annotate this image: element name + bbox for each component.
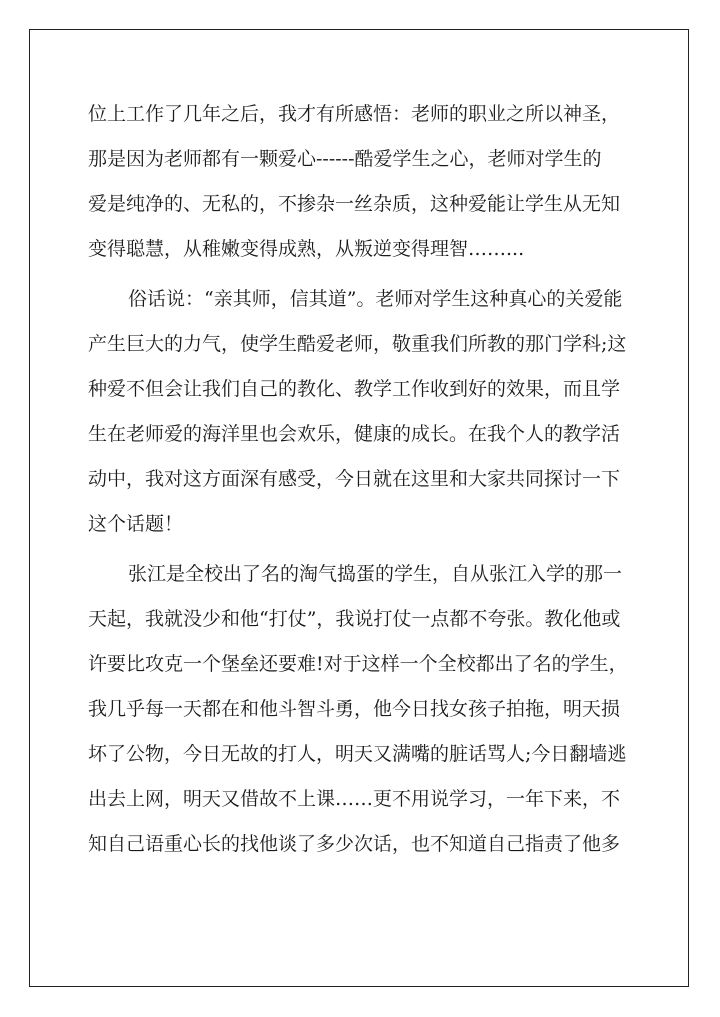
text-line: 那是因为老师都有一颗爱心------酷爱学生之心，老师对学生的 [88, 148, 602, 170]
text-line: 种爱不但会让我们自己的教化、教学工作收到好的效果，而且学 [88, 378, 621, 400]
text-line-first: 俗话说：“亲其师，信其道”。老师对学生这种真心的关爱能 [128, 288, 623, 310]
text-line: 产生巨大的力气，使学生酷爱老师，敬重我们所教的那门学科;这 [88, 333, 627, 355]
text-line: 知自己语重心长的找他谈了多少次话，也不知道自己指责了他多 [88, 833, 621, 855]
text-line: 许要比攻克一个堡垒还要难!对于这样一个全校都出了名的学生， [88, 653, 628, 675]
text-line: 坏了公物，今日无故的打人，明天又满嘴的脏话骂人;今日翻墙逃 [88, 743, 627, 765]
text-line: 变得聪慧，从稚嫩变得成熟，从叛逆变得理智……... [88, 238, 525, 260]
text-line: 爱是纯净的、无私的，不掺杂一丝杂质，这种爱能让学生从无知 [88, 193, 621, 215]
text-line: 我几乎每一天都在和他斗智斗勇，他今日找女孩子拍拖，明天损 [88, 698, 621, 720]
text-line: 位上工作了几年之后，我才有所感悟：老师的职业之所以神圣， [88, 103, 621, 125]
document-body [88, 92, 636, 867]
text-line: 出去上网，明天又借故不上课……更不用说学习，一年下来，不 [88, 788, 621, 810]
text-line: 动中，我对这方面深有感受，今日就在这里和大家共同探讨一下 [88, 468, 621, 490]
paragraph-1 [88, 92, 636, 272]
paragraph-2 [88, 277, 636, 547]
text-line: 这个话题！ [88, 513, 184, 535]
paragraph-3 [88, 552, 636, 867]
text-line: 生在老师爱的海洋里也会欢乐，健康的成长。在我个人的教学活 [88, 423, 621, 445]
text-line: 天起，我就没少和他“打仗”，我说打仗一点都不夸张。教化他或 [88, 608, 621, 630]
text-line-first: 张江是全校出了名的淘气捣蛋的学生，自从张江入学的那一 [128, 563, 623, 585]
